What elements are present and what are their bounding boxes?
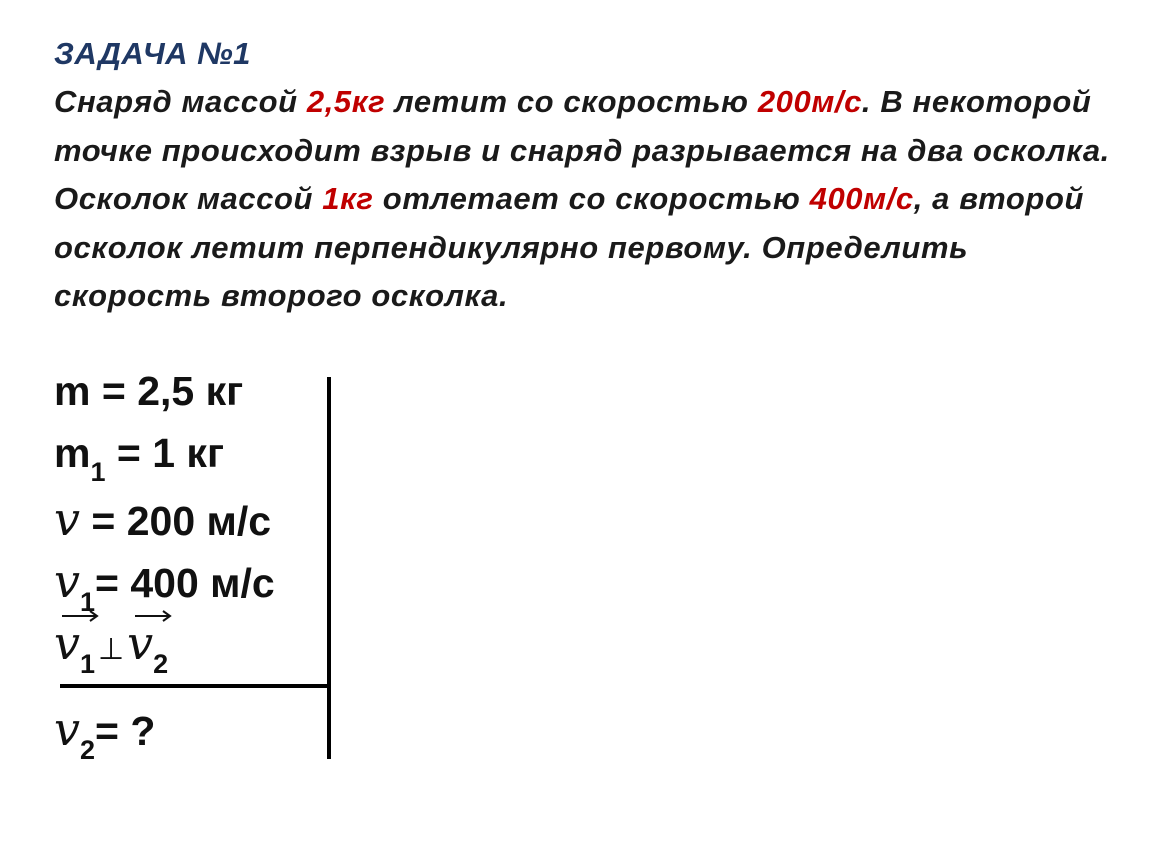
vector-v1: v	[54, 616, 80, 670]
given-mass: m = 2,5 кг	[54, 368, 244, 414]
problem-title: ЗАДАЧА №1	[54, 36, 251, 71]
fragment-speed-value: 400м/с	[809, 181, 914, 216]
given-speed: v = 200 м/с	[54, 492, 272, 546]
given-fragment-mass: $m_1 = 1$ кг	[54, 430, 225, 487]
problem-statement: Снаряд массой 2,5кг летит со скоростью 200м/с. В некоторой точке происходит взрыв и снаряд разрывается на два осколка. Осколок массой 1кг отлетает со скоростью 400м/с, а второй осколок летит перпендикулярно первому. Определить скорость второго осколка.	[54, 84, 1110, 313]
fragment-mass-value: 1кг	[322, 181, 374, 216]
vector-v2: v	[127, 616, 153, 670]
speed-value: 200м/с	[757, 84, 862, 119]
mass-value: 2,5кг	[306, 84, 386, 119]
given-divider-horizontal	[60, 684, 330, 688]
given-fragment-speed: $v_1= 400$ м/с	[54, 554, 275, 617]
given-divider-vertical	[327, 377, 331, 759]
given-perpendicular: $v_1$ ⊥ $v_2$	[54, 616, 168, 670]
find-speed: $v_2=$ ?	[54, 702, 156, 765]
perpendicular-sign: ⊥	[98, 632, 125, 667]
